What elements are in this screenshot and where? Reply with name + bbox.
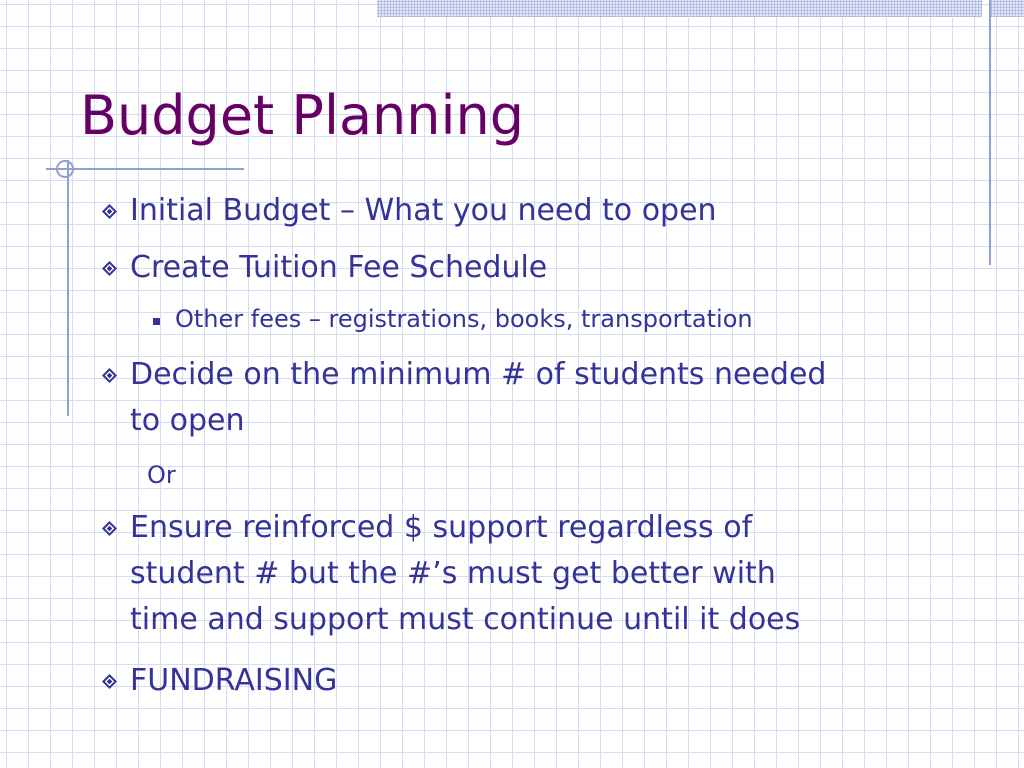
diamond-bullet-icon (102, 674, 117, 689)
square-bullet-icon (153, 318, 160, 325)
bullet-item (98, 658, 978, 704)
diamond-bullet-icon (102, 204, 117, 219)
bullet-text-line: Ensure reinforced $ support regardless of (130, 510, 753, 545)
diamond-bullet-icon (102, 521, 117, 536)
bullet-text: Create Tuition Fee Schedule (130, 250, 548, 285)
diamond-bullet-icon (102, 261, 117, 276)
bullet-text-line: student # but the #’s must get better with (130, 556, 776, 591)
or-text: Or (147, 461, 176, 489)
bullet-item (98, 188, 978, 234)
bullet-text-line: Decide on the minimum # of students needed (130, 357, 827, 392)
bullet-text-line: time and support must continue until it does (130, 602, 801, 637)
sub-bullet-text: Other fees – registrations, books, transportation (175, 305, 753, 333)
sub-bullet-item (147, 304, 967, 334)
bullet-text: Initial Budget – What you need to open (130, 193, 717, 228)
bullet-item (98, 245, 978, 291)
bullet-text-line: to open (130, 403, 245, 438)
diamond-bullet-icon (102, 368, 117, 383)
bullet-item (98, 505, 978, 643)
slide-title: Budget Planning (80, 84, 524, 147)
bullet-item (98, 352, 978, 444)
bullet-text: FUNDRAISING (130, 663, 338, 698)
